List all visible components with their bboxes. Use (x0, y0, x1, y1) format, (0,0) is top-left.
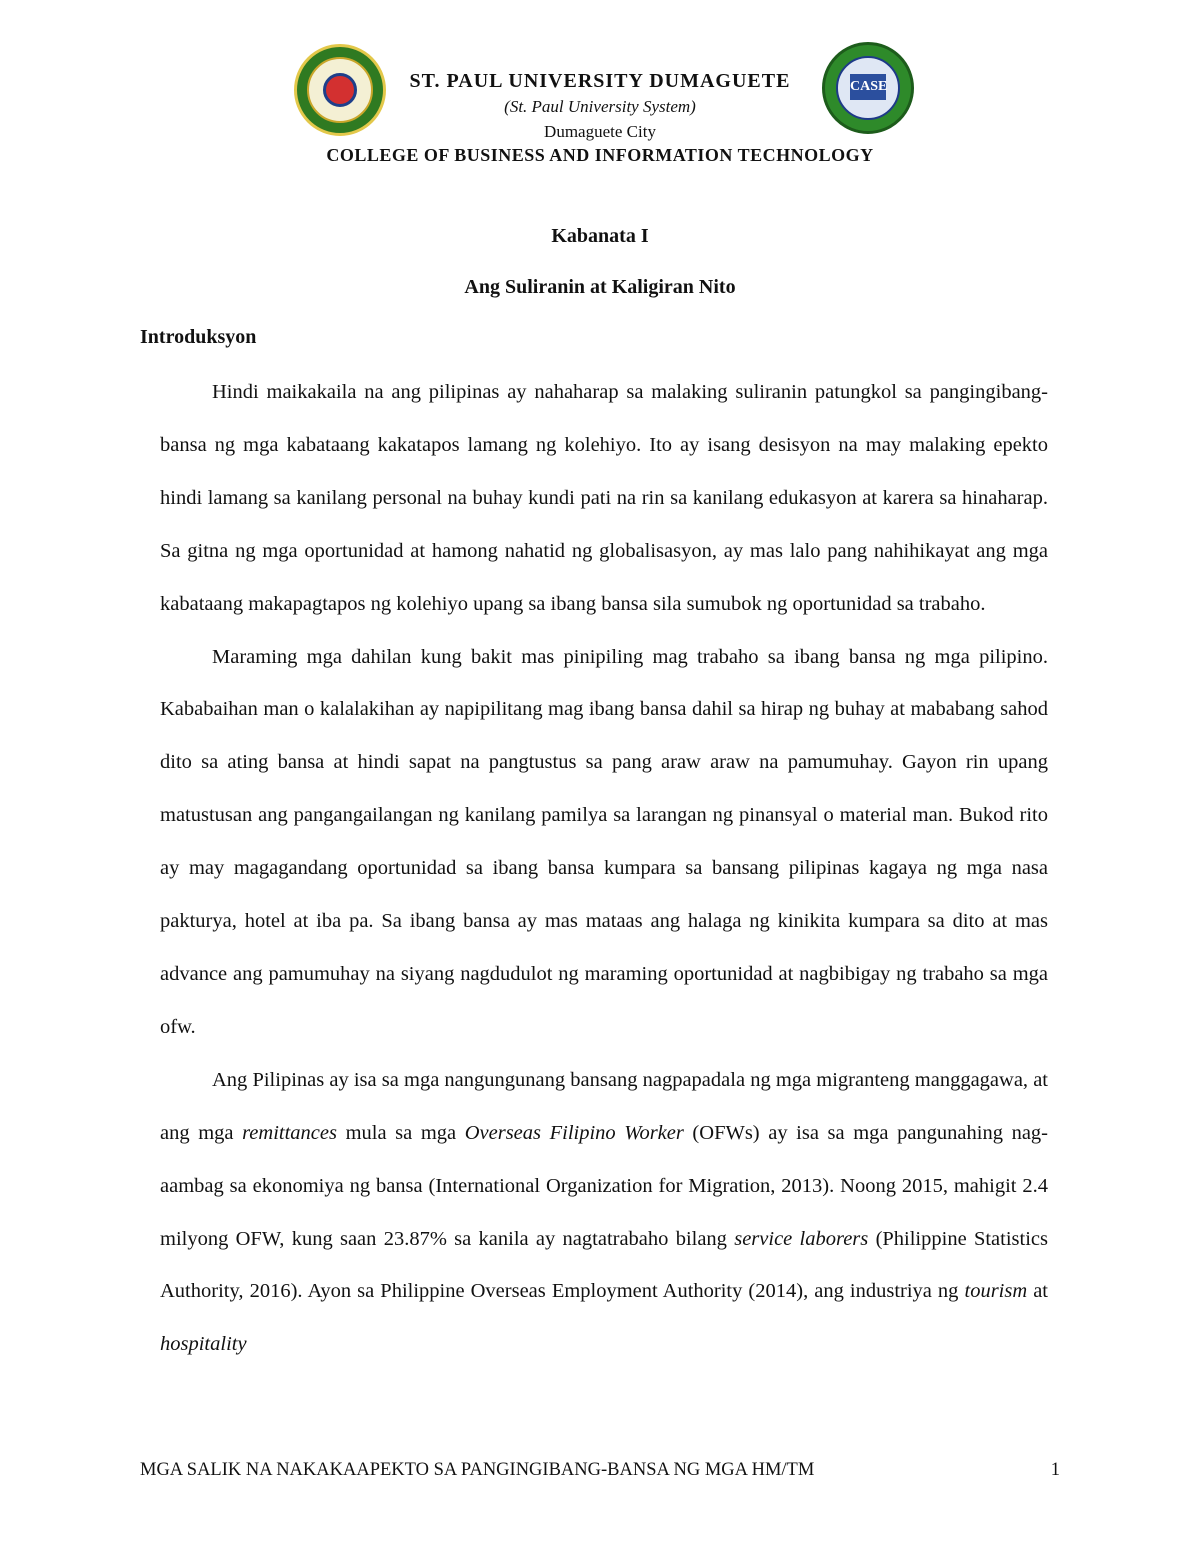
paragraph-2: Maraming mga dahilan kung bakit mas pinipiling mag trabaho sa ibang bansa ng mga pilipino. Kababaihan man o kalalakihan ay napipilitang mag ibang bansa dahil sa hirap ng buhay at mababang sahod dito sa ating bansa at hindi sapat na pangtustus sa pang araw araw na pamumuhay. Gayon rin upang matustusan ang pangangailangan ng kanilang pamilya sa larangan ng pinansyal o material man. Bukod rito ay may magagandang oportunidad sa ibang bansa kumpara sa bansang pilipinas kagaya ng mga nasa pakturya, hotel at iba pa. Sa ibang bansa ay mas mataas ang halaga ng kinikita kumpara sa dito at mas advance ang pamumuhay na siyang nagdudulot ng maraming oportunidad at nagbibigay ng trabaho sa mga ofw. (160, 645, 1048, 1038)
italic-term: Overseas Filipino Worker (464, 1121, 684, 1144)
italic-term: hospitality (160, 1333, 247, 1356)
running-title: MGA SALIK NA NAKAKAAPEKTO SA PANGINGIBANG-BANSA NG MGA HM/TM (140, 1460, 815, 1480)
paragraph-3 (160, 1054, 1048, 1371)
university-system: (St. Paul University System) (504, 97, 696, 116)
paragraph-3-text: (Philippine Statistics Authority, 2016). Ayon sa Philippine Overseas Employment Authority (2014), ang industriya ng (160, 1227, 1048, 1303)
university-name: ST. PAUL UNIVERSITY DUMAGUETE (409, 70, 791, 92)
paragraph-3-text: mula sa mga (336, 1121, 465, 1144)
chapter-title: Ang Suliranin at Kaligiran Nito (464, 276, 736, 298)
chapter-heading: Kabanata I (551, 225, 649, 247)
body-text (160, 366, 1048, 1371)
city-name: Dumaguete City (544, 122, 656, 141)
paragraph-3-text: Ang Pilipinas ay isa sa mga nangungunang bansang nagpapadala ng mga migranteng manggagawa, at ang mga (160, 1068, 1048, 1144)
section-heading: Introduksyon (140, 326, 257, 348)
italic-term: service laborers (734, 1227, 869, 1250)
italic-term: remittances (242, 1121, 337, 1144)
page-number: 1 (1050, 1460, 1060, 1480)
paragraph-1: Hindi maikakaila na ang pilipinas ay nahaharap sa malaking suliranin patungkol sa pangingibang-bansa ng mga kabataang kakatapos lamang ng kolehiyo. Ito ay isang desisyon na may malaking epekto hindi lamang sa kanilang personal na buhay kundi pati na rin sa kanilang edukasyon at karera sa hinaharap. Sa gitna ng mga oportunidad at hamong nahatid ng globalisasyon, ay mas lalo pang nahihikayat ang mga kabataang makapagtapos ng kolehiyo upang sa ibang bansa sila sumubok ng oportunidad sa trabaho. (160, 381, 1048, 615)
paragraph-3-text: (OFWs) ay isa sa mga pangunahing nag-aambag sa ekonomiya ng bansa (International Organization for Migration, 2013). Noong 2015, mahigit 2.4 milyong OFW, kung saan 23.87% sa kanila ay nagtatrabaho bilang (160, 1121, 1048, 1250)
college-name: COLLEGE OF BUSINESS AND INFORMATION TECHNOLOGY (326, 145, 874, 165)
italic-term: tourism (964, 1280, 1028, 1303)
paragraph-3-text: at (1027, 1280, 1049, 1303)
seal-case-text: CASE (850, 74, 886, 100)
